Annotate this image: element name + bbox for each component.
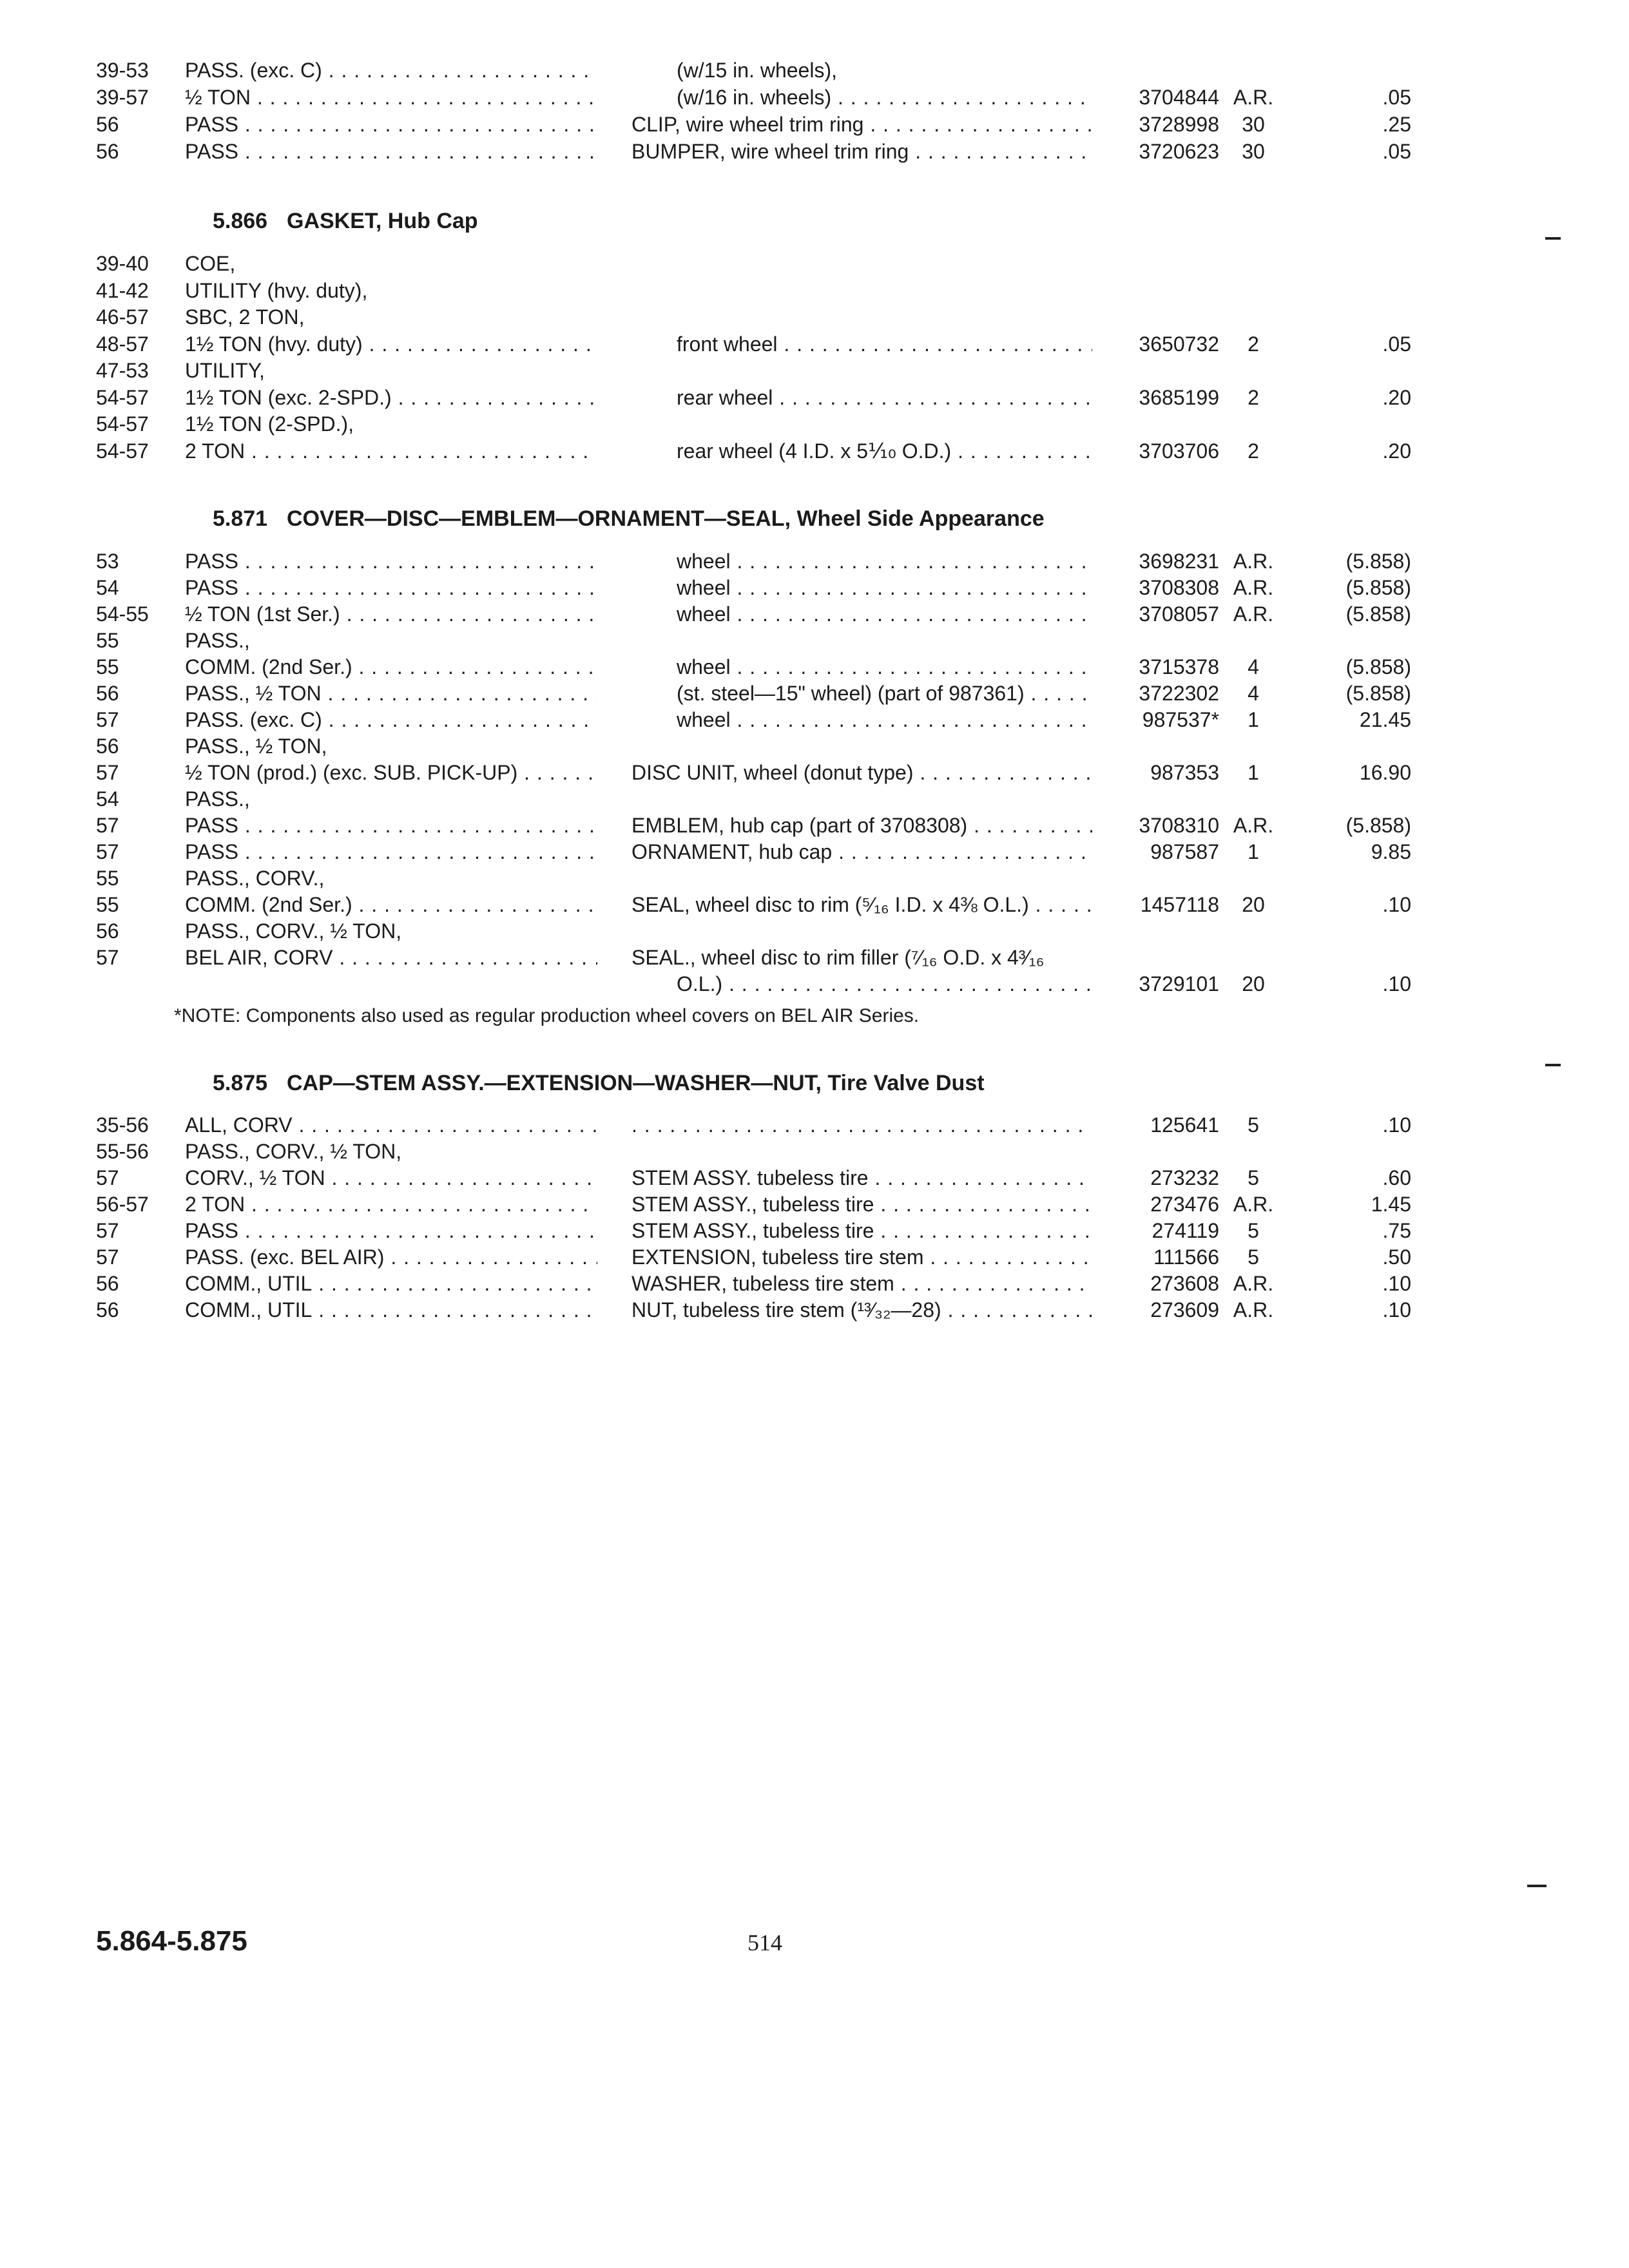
row-years: 57 [96,761,119,784]
table-row [0,410,1629,437]
row-quantity: 5 [1248,1113,1259,1137]
row-model: UTILITY (hvy. duty), [185,279,368,302]
row-price: .10 [1382,972,1411,995]
table-row [0,1138,1629,1165]
section-title: GASKET, Hub Cap [287,209,478,233]
row-part-number: 987587 [1150,840,1219,863]
row-model: PASS., CORV., [185,867,325,890]
row-quantity: 2 [1248,332,1259,356]
row-model: UTILITY, [185,359,265,382]
table-row [0,1270,1629,1297]
row-quantity: A.R. [1233,1193,1274,1216]
section-heading [213,503,1045,535]
row-description: WASHER, tubeless tire stem . . . [631,1270,1092,1297]
row-years: 57 [96,708,119,731]
row-quantity: 4 [1248,682,1259,705]
row-part-number: 273476 [1150,1193,1219,1216]
row-years: 57 [96,1219,119,1242]
row-part-number: 3708308 [1139,576,1219,599]
row-quantity: A.R. [1233,576,1274,599]
row-years: 55-56 [96,1140,149,1163]
row-model: PASS . . . [185,574,597,601]
section-title: COVER—DISC—EMBLEM—ORNAMENT—SEAL, Wheel Side Appearance [287,506,1045,531]
row-price: .20 [1382,439,1411,463]
section-range: 5.864-5.875 [96,1925,247,1957]
table-row [0,1244,1629,1271]
row-part-number: 3728998 [1139,113,1219,136]
table-row [0,970,1629,997]
row-years: 54-57 [96,412,149,436]
row-model: 1½ TON (hvy. duty) . . . [185,331,597,358]
row-part-number: 273609 [1150,1298,1219,1321]
row-price: (5.858) [1345,550,1411,573]
row-years: 54-55 [96,602,149,626]
table-row [0,1296,1629,1323]
table-row [0,1191,1629,1218]
footnote: *NOTE: Components also used as regular production wheel covers on BEL AIR Series. [174,1005,920,1026]
row-description: wheel . . . [677,706,1092,733]
row-quantity: 4 [1248,655,1259,678]
table-row [0,1111,1629,1139]
row-model: ½ TON (1st Ser.) . . . [185,601,597,628]
row-years: 55 [96,655,119,678]
row-price: .75 [1382,1219,1411,1242]
row-years: 41-42 [96,279,149,302]
row-part-number: 3708057 [1139,602,1219,626]
table-row [0,384,1629,411]
row-description [631,1111,1092,1139]
row-description: NUT, tubeless tire stem (¹³⁄₃₂—28) . . . [631,1296,1092,1323]
row-years: 55 [96,893,119,916]
row-model: 2 TON . . . [185,1191,597,1218]
row-model: PASS., CORV., ½ TON, [185,1140,402,1163]
row-quantity: 20 [1242,972,1265,995]
row-part-number: 273232 [1150,1166,1219,1189]
table-row [0,57,1629,84]
row-years: 56 [96,1272,119,1295]
row-model: COMM. (2nd Ser.) . . . [185,891,597,918]
table-row [0,812,1629,839]
margin-mark [1527,1885,1547,1887]
row-description: wheel . . . [677,574,1092,601]
row-model: COMM., UTIL . . . [185,1270,597,1297]
row-model: 2 TON . . . [185,437,597,465]
row-quantity: 2 [1248,386,1259,409]
row-model: PASS. (exc. C) . . . [185,706,597,733]
row-part-number: 111566 [1153,1245,1219,1269]
row-description: ORNAMENT, hub cap . . . [631,838,1092,865]
row-quantity: A.R. [1233,1272,1274,1295]
row-part-number: 3720623 [1139,140,1219,163]
row-years: 56-57 [96,1193,149,1216]
row-price: (5.858) [1345,655,1411,678]
row-description: BUMPER, wire wheel trim ring . . . [631,138,1092,165]
row-price: .05 [1382,332,1411,356]
row-description: (w/16 in. wheels) . . . [677,84,1092,111]
row-years: 53 [96,550,119,573]
table-row [0,653,1629,680]
row-model: PASS . . . [185,838,597,865]
row-price: .50 [1382,1245,1411,1269]
row-description: STEM ASSY. tubeless tire . . . [631,1164,1092,1191]
table-row [0,680,1629,707]
row-price: .10 [1382,1298,1411,1321]
table-row [0,84,1629,111]
row-description: EXTENSION, tubeless tire stem . . . [631,1244,1092,1271]
table-row [0,331,1629,358]
row-price: .25 [1382,113,1411,136]
row-model: PASS. (exc. BEL AIR) . . . [185,1244,597,1271]
row-quantity: 5 [1248,1245,1259,1269]
row-price: .10 [1382,893,1411,916]
row-quantity: 2 [1248,439,1259,463]
table-row [0,548,1629,575]
table-row [0,437,1629,465]
row-description: CLIP, wire wheel trim ring . . . [631,111,1092,138]
row-years: 57 [96,814,119,837]
row-years: 55 [96,629,119,652]
row-price: .20 [1382,386,1411,409]
row-price: .10 [1382,1113,1411,1137]
row-description: wheel . . . [677,601,1092,628]
row-description: O.L.) . . . [677,970,1092,997]
row-price: .05 [1382,140,1411,163]
row-quantity: 1 [1248,761,1259,784]
row-description: front wheel . . . [677,331,1092,358]
row-part-number: 3715378 [1139,655,1219,678]
row-part-number: 1457118 [1140,893,1219,916]
row-model: SBC, 2 TON, [185,305,305,329]
row-quantity: 1 [1248,708,1259,731]
page-number: 514 [747,1930,782,1956]
row-part-number: 3698231 [1139,550,1219,573]
row-model: PASS., ½ TON . . . [185,680,597,707]
row-description: STEM ASSY., tubeless tire . . . [631,1217,1092,1244]
row-quantity: A.R. [1233,86,1274,109]
row-model: 1½ TON (2-SPD.), [185,412,354,436]
section-number: 5.871 [213,506,268,531]
row-model: PASS., ½ TON, [185,735,327,758]
table-row [0,303,1629,331]
row-model: PASS . . . [185,812,597,839]
table-row [0,357,1629,384]
row-years: 57 [96,1166,119,1189]
row-part-number: 3650732 [1139,332,1219,356]
row-price: 1.45 [1371,1193,1411,1216]
row-description: rear wheel (4 I.D. x 5⅒ O.D.) . . . [677,437,1092,465]
table-row [0,891,1629,918]
row-years: 47-53 [96,359,149,382]
row-price: (5.858) [1345,814,1411,837]
row-description: wheel . . . [677,548,1092,575]
row-model: COE, [185,252,236,275]
section-heading [213,205,478,237]
row-years: 56 [96,1298,119,1321]
table-row [0,574,1629,601]
row-description: DISC UNIT, wheel (donut type) . . . [631,759,1092,786]
row-years: 54-57 [96,439,149,463]
row-description: (w/15 in. wheels), [677,59,837,82]
row-years: 54 [96,576,119,599]
row-quantity: 1 [1248,840,1259,863]
row-part-number: 3703706 [1139,439,1219,463]
row-quantity: 30 [1242,140,1265,163]
row-quantity: 5 [1248,1219,1259,1242]
table-row [0,759,1629,786]
row-years: 57 [96,1245,119,1269]
row-description: wheel . . . [677,653,1092,680]
row-description: rear wheel . . . [677,384,1092,411]
row-part-number: 274119 [1152,1219,1219,1242]
table-row [0,250,1629,277]
row-years: 39-40 [96,252,149,275]
row-description: STEM ASSY., tubeless tire . . . [631,1191,1092,1218]
row-part-number: 3722302 [1139,682,1219,705]
row-years: 39-53 [96,59,149,82]
table-row [0,138,1629,165]
row-part-number: 987353 [1150,761,1219,784]
row-part-number: 3729101 [1139,972,1219,995]
row-model: PASS., [185,787,250,811]
margin-mark [1545,1064,1561,1066]
row-years: 56 [96,682,119,705]
row-description: SEAL., wheel disc to rim filler (⁷⁄₁₆ O.D. x 4³⁄₁₆ [631,946,1045,969]
table-row [0,1217,1629,1244]
row-description: SEAL, wheel disc to rim (⁵⁄₁₆ I.D. x 4⅜ O.L.) . . . [631,891,1092,918]
row-model: PASS . . . [185,548,597,575]
row-years: 35-56 [96,1113,149,1137]
row-part-number: 3685199 [1139,386,1219,409]
row-years: 56 [96,919,119,943]
table-row [0,785,1629,812]
row-price: .60 [1382,1166,1411,1189]
row-model: PASS . . . [185,1217,597,1244]
section-heading [213,1067,985,1099]
row-years: 57 [96,840,119,863]
row-description: (st. steel—15" wheel) (part of 987361) . . . [677,680,1092,707]
row-model: PASS., [185,629,250,652]
row-years: 46-57 [96,305,149,329]
row-years: 56 [96,735,119,758]
table-row [0,865,1629,892]
row-years: 55 [96,867,119,890]
row-years: 57 [96,946,119,969]
margin-mark [1545,237,1561,240]
row-quantity: A.R. [1233,1298,1274,1321]
row-model: PASS . . . [185,138,597,165]
row-model: CORV., ½ TON . . . [185,1164,597,1191]
row-years: 54 [96,787,119,811]
row-quantity: 20 [1242,893,1265,916]
table-row [0,111,1629,138]
table-row [0,277,1629,304]
row-model: PASS. (exc. C) . . . [185,57,597,84]
row-price: 21.45 [1359,708,1411,731]
table-row [0,601,1629,628]
row-years: 56 [96,113,119,136]
row-part-number: 987537* [1142,708,1219,731]
row-years: 39-57 [96,86,149,109]
row-quantity: A.R. [1233,814,1274,837]
row-model: PASS . . . [185,111,597,138]
row-model: ½ TON . . . [185,84,597,111]
row-years: 48-57 [96,332,149,356]
row-price: (5.858) [1345,602,1411,626]
row-model: 1½ TON (exc. 2-SPD.) . . . [185,384,597,411]
table-row [0,733,1629,760]
table-row [0,1164,1629,1191]
row-price: (5.858) [1345,682,1411,705]
table-row [0,838,1629,865]
table-row [0,706,1629,733]
row-model: COMM. (2nd Ser.) . . . [185,653,597,680]
row-quantity: A.R. [1233,602,1274,626]
table-row [0,944,1629,971]
row-price: .05 [1382,86,1411,109]
row-quantity: 30 [1242,113,1265,136]
row-quantity: 5 [1248,1166,1259,1189]
section-title: CAP—STEM ASSY.—EXTENSION—WASHER—NUT, Tire Valve Dust [287,1071,985,1095]
row-price: .10 [1382,1272,1411,1295]
section-number: 5.866 [213,209,268,233]
row-price: (5.858) [1345,576,1411,599]
row-years: 54-57 [96,386,149,409]
row-quantity: A.R. [1233,550,1274,573]
row-price: 9.85 [1371,840,1411,863]
row-part-number: 3708310 [1139,814,1219,837]
row-part-number: 3704844 [1139,86,1219,109]
row-years: 56 [96,140,119,163]
row-description: EMBLEM, hub cap (part of 3708308) . . . [631,812,1092,839]
table-row [0,627,1629,654]
section-number: 5.875 [213,1071,268,1095]
row-model: COMM., UTIL . . . [185,1296,597,1323]
row-model: BEL AIR, CORV . . . [185,944,597,971]
row-model: ALL, CORV . . . [185,1111,597,1139]
row-price: 16.90 [1359,761,1411,784]
row-part-number: 273608 [1150,1272,1219,1295]
row-model: ½ TON (prod.) (exc. SUB. PICK-UP) . . . [185,759,597,786]
table-row [0,918,1629,945]
row-part-number: 125641 [1150,1113,1219,1137]
row-model: PASS., CORV., ½ TON, [185,919,402,943]
